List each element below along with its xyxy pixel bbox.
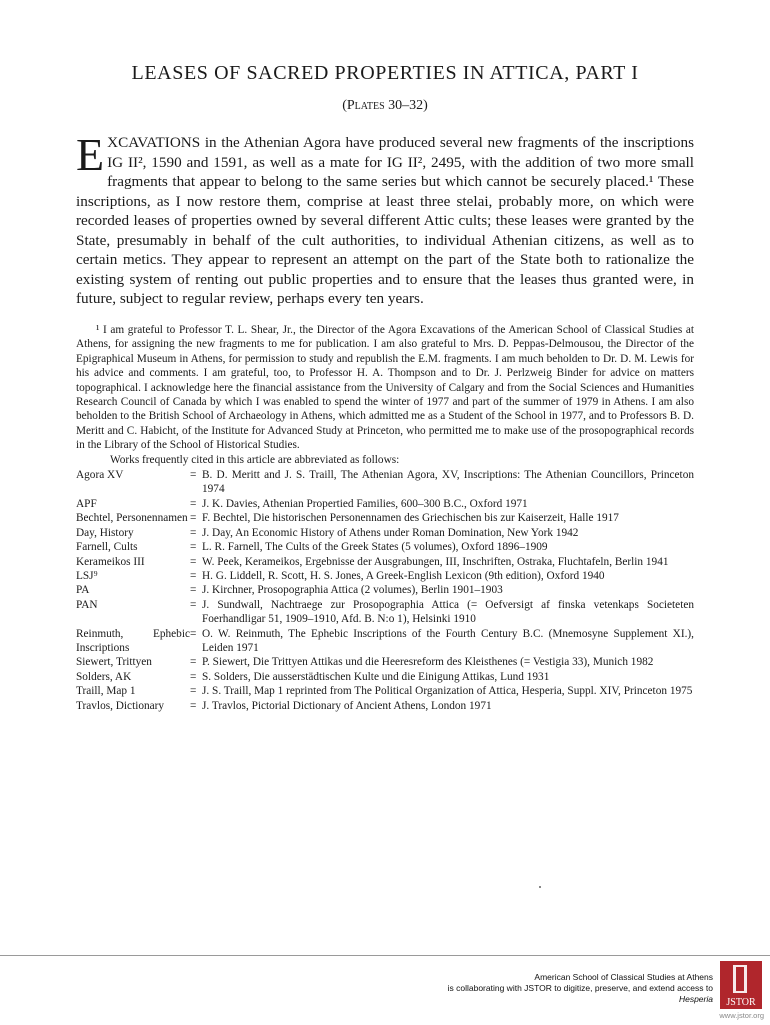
abbreviation-equals: = bbox=[190, 598, 197, 611]
abbreviation-row bbox=[76, 511, 694, 525]
abbreviation-equals: = bbox=[190, 670, 197, 683]
abbreviation-value: L. R. Farnell, The Cults of the Greek States (5 volumes), Oxford 1896–1909 bbox=[202, 541, 548, 554]
footnote bbox=[76, 323, 694, 713]
abbreviation-key: Bechtel, Personennamen bbox=[76, 512, 188, 525]
abbreviation-value: J. Sundwall, Nachtraege zur Prosopographia Attica (= Oefversigt af finska vetenkaps Societeten Foerhandligar 51, 1909–1910, Afd. B. N:o 1), Helsinki 1910 bbox=[202, 598, 694, 626]
abbreviation-value: J. S. Traill, Map 1 reprinted from The Political Organization of Attica, Hesperia, Suppl. XIV, Princeton 1975 bbox=[202, 685, 693, 698]
footer-line-3: Hesperia bbox=[678, 994, 713, 1004]
abbreviation-key: Solders, AK bbox=[76, 670, 132, 683]
abbreviation-equals: = bbox=[190, 555, 197, 568]
abbreviation-equals: = bbox=[190, 584, 197, 597]
abbreviation-key: Reinmuth, Ephebic Inscriptions bbox=[76, 627, 190, 654]
abbreviation-row bbox=[76, 655, 694, 669]
speck bbox=[539, 886, 541, 888]
abbreviation-key: LSJ⁹ bbox=[76, 569, 98, 582]
abbreviation-equals: = bbox=[190, 497, 197, 510]
abbreviation-row bbox=[76, 699, 694, 713]
abbreviation-value: J. Travlos, Pictorial Dictionary of Ancient Athens, London 1971 bbox=[202, 699, 492, 712]
abbreviation-key: APF bbox=[76, 497, 97, 510]
jstor-logo-text: JSTOR bbox=[726, 997, 756, 1008]
abbreviation-value: W. Peek, Kerameikos, Ergebnisse der Ausgrabungen, III, Inschriften, Ostraka, Fluchtafeln, Berlin 1941 bbox=[202, 555, 669, 568]
footnote-text: ¹ I am grateful to Professor T. L. Shear, Jr., the Director of the Agora Excavations of the American School of Classical Studies at Athens, for assigning the new fragments to me for publication. I am also grateful to Mrs. D. Peppas-Delmousou, the Director of the Epigraphical Museum in Athens, for permission to study and republish the E.M. fragments. I am much beholden to Dr. D. M. Lewis for his advice and comments. I am grateful, too, to Professor H. A. Thompson and to Dr. J. Perlzweig Binder for advice on matters topographical. I acknowledge here the financial assistance from the University of Calgary and from the Social Sciences and Humanities Research Council of Canada by which I was enabled to spend the winter of 1977 and part of the summer of 1979 in Athens. I am also beholden to the British School of Archaeology in Athens, which admitted me as a Student of the School in 1977, and to Professors B. D. Meritt and C. Habicht, of the Institute for Advanced Study at Princeton, who permitted me to make use of the prosopographical records in the Library of the School of Historical Studies. bbox=[76, 324, 694, 452]
abbreviation-equals: = bbox=[190, 699, 197, 712]
abbreviation-equals: = bbox=[190, 685, 197, 698]
drop-cap: E bbox=[76, 129, 105, 180]
footer-text bbox=[448, 972, 713, 1005]
abbreviation-value: H. G. Liddell, R. Scott, H. S. Jones, A Greek-English Lexicon (9th edition), Oxford 1940 bbox=[202, 569, 605, 582]
abbreviation-value: O. W. Reinmuth, The Ephebic Inscriptions of the Fourth Century B.C. (Mnemosyne Supplement XI.), Leiden 1971 bbox=[202, 627, 694, 654]
abbreviations-list bbox=[76, 468, 694, 713]
article-title: LEASES OF SACRED PROPERTIES IN ATTICA, PART I bbox=[131, 62, 639, 84]
abbreviation-equals: = bbox=[190, 469, 197, 482]
abbreviation-row bbox=[76, 540, 694, 554]
plates-reference bbox=[0, 98, 770, 114]
abbreviation-value: J. Day, An Economic History of Athens under Roman Domination, New York 1942 bbox=[202, 526, 579, 539]
abbreviations-intro: Works frequently cited in this article are abbreviated as follows: bbox=[110, 453, 400, 466]
jstor-logo-icon[interactable] bbox=[720, 961, 762, 1009]
body-paragraph bbox=[76, 129, 694, 309]
abbreviation-key: Agora XV bbox=[76, 469, 124, 482]
plates-text: (Plates 30–32) bbox=[342, 98, 428, 113]
footer-line-1: American School of Classical Studies at Athens bbox=[534, 972, 713, 982]
abbreviation-row bbox=[76, 684, 694, 698]
abbreviation-value: F. Bechtel, Die historischen Personennamen des Griechischen bis zur Kaiserzeit, Halle 1917 bbox=[202, 512, 619, 525]
abbreviation-equals: = bbox=[190, 512, 197, 525]
abbreviation-row bbox=[76, 569, 694, 583]
abbreviation-key: PA bbox=[76, 584, 90, 597]
abbreviation-row bbox=[76, 627, 694, 656]
abbreviation-row bbox=[76, 468, 694, 497]
abbreviation-key: Day, History bbox=[76, 526, 134, 539]
abbreviation-row bbox=[76, 497, 694, 511]
abbreviation-key: Farnell, Cults bbox=[76, 541, 138, 554]
abbreviation-row bbox=[76, 598, 694, 627]
abbreviation-equals: = bbox=[190, 656, 197, 669]
abbreviation-value: S. Solders, Die ausserstädtischen Kulte und die Einigung Attikas, Lund 1931 bbox=[202, 670, 550, 683]
abbreviation-value: P. Siewert, Die Trittyen Attikas und die Heeresreform des Kleisthenes (= Vestigia 33), Munich 1982 bbox=[202, 656, 654, 669]
abbreviation-equals: = bbox=[190, 541, 197, 554]
abbreviation-value: B. D. Meritt and J. S. Traill, The Athenian Agora, XV, Inscriptions: The Athenian Councillors, Princeton 1974 bbox=[202, 469, 694, 496]
abbreviation-equals: = bbox=[190, 526, 197, 539]
abbreviation-row bbox=[76, 670, 694, 684]
abbreviation-key: Traill, Map 1 bbox=[76, 685, 136, 698]
abbreviation-row bbox=[76, 583, 694, 597]
jstor-url[interactable]: www.jstor.org bbox=[719, 1011, 764, 1020]
abbreviation-value: J. Kirchner, Prosopographia Attica (2 volumes), Berlin 1901–1903 bbox=[202, 584, 503, 597]
abbreviation-key: Travlos, Dictionary bbox=[76, 699, 165, 712]
jstor-footer bbox=[0, 955, 770, 1025]
footer-line-2: is collaborating with JSTOR to digitize, preserve, and extend access to bbox=[447, 983, 713, 993]
abbreviation-key: Siewert, Trittyen bbox=[76, 656, 152, 669]
body-paragraph-text: XCAVATIONS in the Athenian Agora have produced several new fragments of the inscriptions IG II², 1590 and 1591, as well as a mate for IG II², 2495, with the addition of two more small fragments that appear to belong to the same series but which cannot be securely placed.¹ These inscriptions, as I now restore them, comprise at least three stelai, probably more, on which were recorded leases of properties owned by several different Attic cults; these leases were granted by the State, presumably in behalf of the cult authorities, to individual Athenian citizens, as well as to certain metics. They appear to represent an attempt on the part of the State both to rationalize the existing system of renting out public properties and to ensure that the leases thus granted were, in future, subject to regular review, perhaps every ten years. bbox=[76, 134, 694, 307]
abbreviation-equals: = bbox=[190, 627, 197, 640]
abbreviation-key: Kerameikos III bbox=[76, 555, 145, 568]
abbreviation-equals: = bbox=[190, 569, 197, 582]
abbreviation-row bbox=[76, 555, 694, 569]
abbreviation-key: PAN bbox=[76, 598, 98, 611]
abbreviation-row bbox=[76, 526, 694, 540]
abbreviation-value: J. K. Davies, Athenian Propertied Families, 600–300 B.C., Oxford 1971 bbox=[202, 497, 528, 510]
